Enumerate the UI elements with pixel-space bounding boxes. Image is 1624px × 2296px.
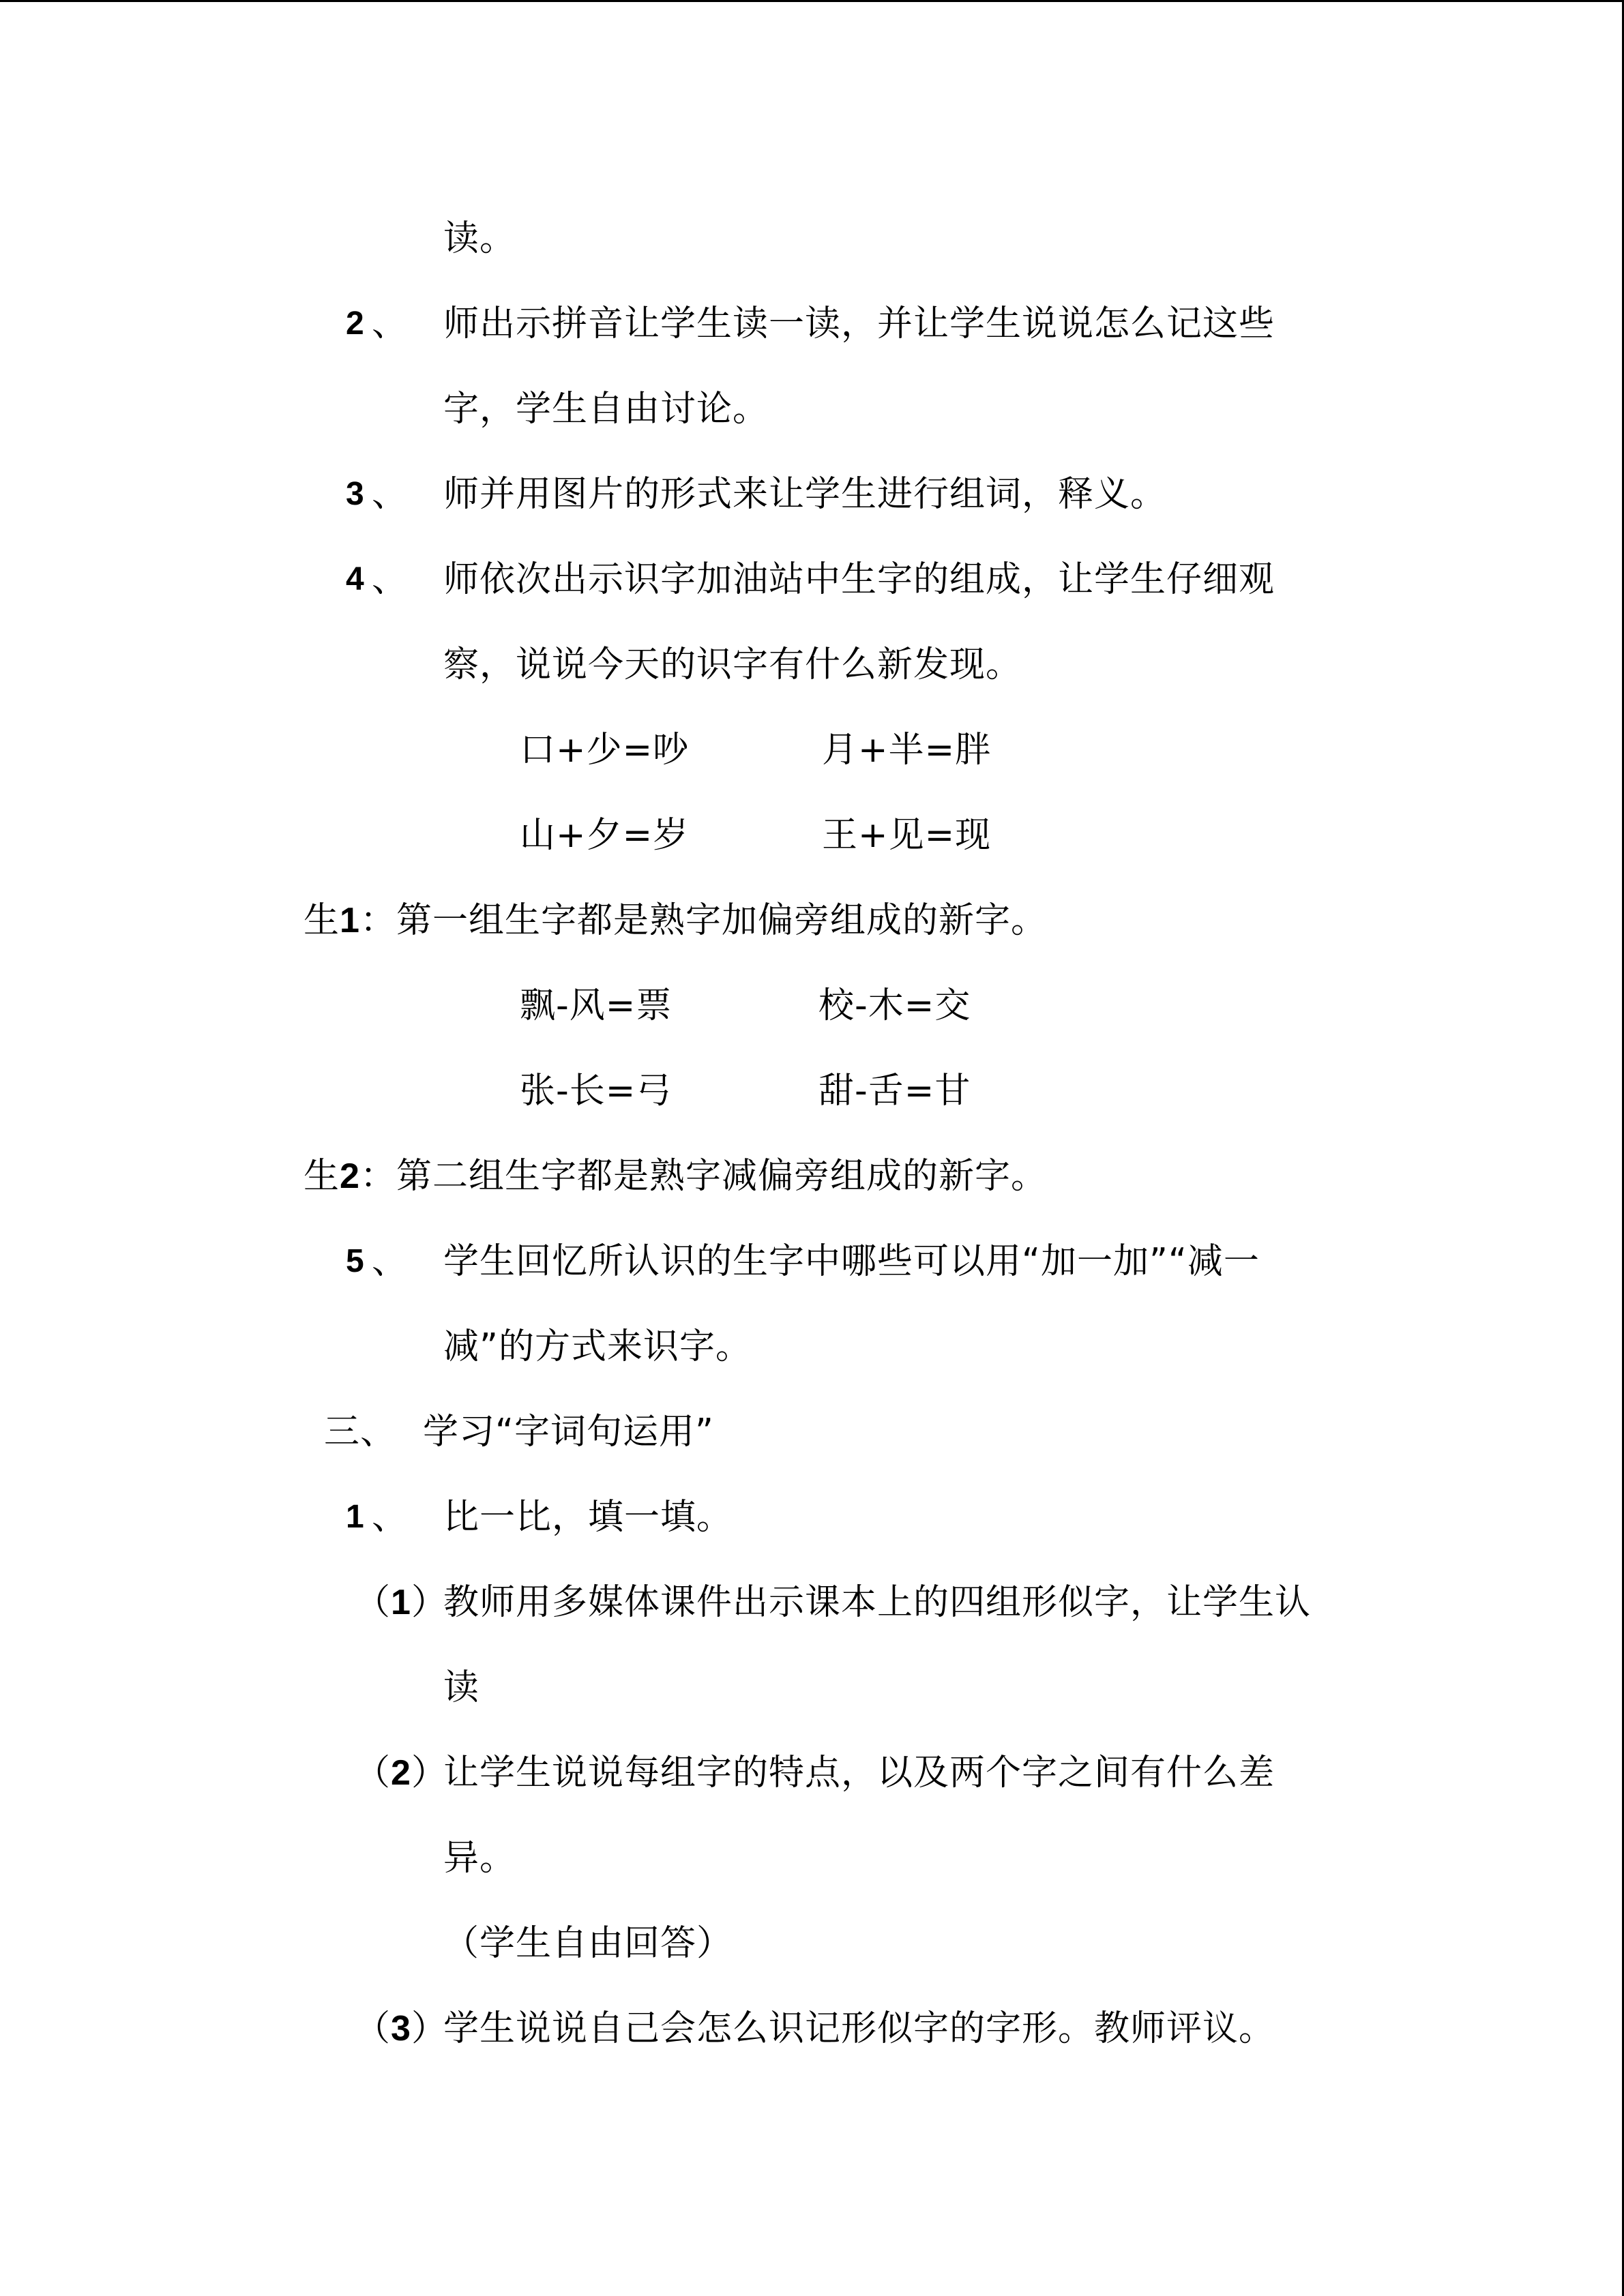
list-number: 5: [346, 1243, 364, 1279]
student-label: 生: [304, 1156, 340, 1197]
sub-number: 2: [391, 1753, 411, 1793]
student-number: 1: [340, 901, 360, 940]
section-number: 三、: [324, 1412, 397, 1452]
sub-number: 1: [391, 1583, 411, 1622]
list-mark: 、: [372, 1241, 408, 1282]
equation: 口+少=吵: [520, 730, 690, 771]
student-answer-line: [304, 900, 1047, 941]
list-mark: 、: [372, 1497, 408, 1538]
text-line: 教师用多媒体课件出示课本上的四组形似字，让学生认: [443, 1582, 1312, 1623]
student-answer-line: [304, 1156, 1047, 1197]
text-line: 学生回忆所认识的生字中哪些可以用“加一加”“减一: [443, 1241, 1260, 1282]
list-number: 4: [346, 561, 364, 597]
page-top-border: [0, 0, 1624, 2]
sub-item-number: [355, 2008, 447, 2049]
equation: 月+半=胖: [822, 730, 992, 771]
paren-close: ）: [411, 2008, 447, 2049]
paren-close: ）: [411, 1753, 447, 1793]
text-line: 师并用图片的形式来让学生进行组词，释义。: [443, 474, 1167, 515]
equation: 飘-风=票: [520, 985, 673, 1026]
equation: 山+夕=岁: [520, 815, 690, 856]
equation: 校-木=交: [818, 985, 971, 1026]
paren-open: （: [355, 1582, 392, 1623]
sub-item-number: [355, 1582, 447, 1623]
text-line: 比一比，填一填。: [443, 1497, 733, 1538]
list-mark: 、: [372, 303, 408, 344]
text-line: 师依次出示识字加油站中生字的组成，让学生仔细观: [443, 559, 1275, 600]
text-line: 师出示拼音让学生读一读，并让学生说说怎么记这些: [443, 303, 1275, 344]
equation: 张-长=弓: [520, 1071, 673, 1112]
equation: 甜-舌=甘: [818, 1071, 971, 1112]
text-line: 读。: [443, 218, 516, 259]
equation: 王+见=现: [822, 815, 992, 856]
student-label: 生: [304, 900, 340, 941]
text-line: 异。: [443, 1838, 516, 1879]
text-line: 读: [443, 1667, 480, 1708]
student-answer-text: ：第一组生字都是熟字加偏旁组成的新字。: [359, 900, 1047, 941]
list-mark: 、: [372, 559, 408, 600]
paren-open: （: [355, 1753, 392, 1793]
text-line: 学生说说自己会怎么识记形似字的字形。教师评议。: [443, 2008, 1275, 2049]
sub-item-number: [355, 1753, 447, 1793]
paren-open: （: [355, 2008, 392, 2049]
list-number: 3: [346, 476, 364, 512]
text-line: （学生自由回答）: [443, 1923, 733, 1964]
text-line: 察，说说今天的识字有什么新发现。: [443, 644, 1022, 685]
list-mark: 、: [372, 474, 408, 515]
text-line: 减”的方式来识字。: [443, 1326, 752, 1367]
text-line: 让学生说说每组字的特点，以及两个字之间有什么差: [443, 1753, 1275, 1793]
list-number: 1: [346, 1499, 364, 1535]
list-number: 2: [346, 305, 364, 342]
sub-number: 3: [391, 2009, 411, 2048]
student-number: 2: [340, 1157, 360, 1196]
text-line: 字，学生自由讨论。: [443, 389, 769, 430]
paren-close: ）: [411, 1582, 447, 1623]
student-answer-text: ：第二组生字都是熟字减偏旁组成的新字。: [359, 1156, 1047, 1197]
section-heading: 学习“字词句运用”: [423, 1412, 714, 1452]
